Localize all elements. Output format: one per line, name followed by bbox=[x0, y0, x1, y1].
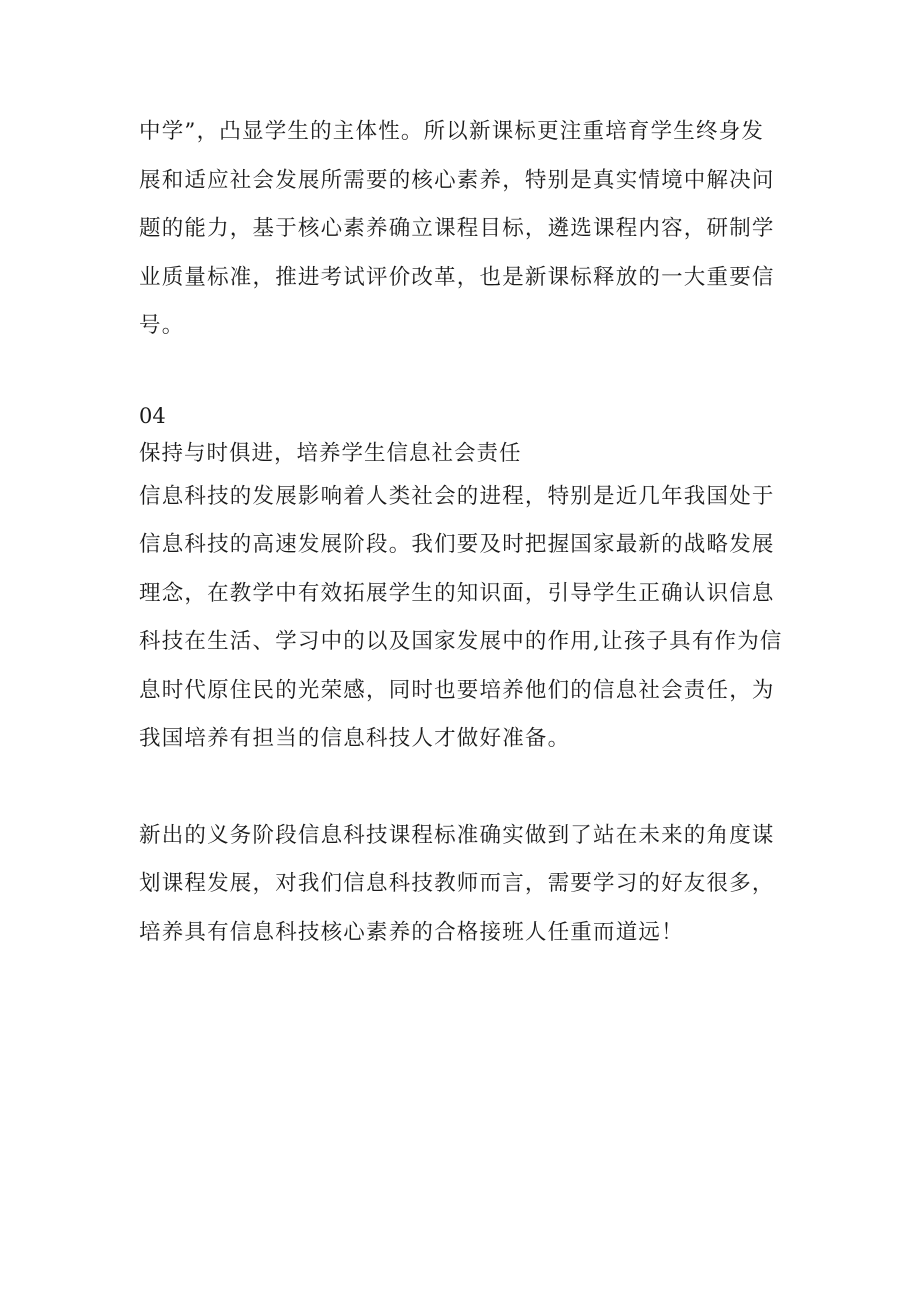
spacer bbox=[139, 764, 799, 812]
text-line: 我国培养有担当的信息科技人才做好准备。 bbox=[139, 726, 571, 751]
text-line: 培养具有信息科技核心素养的合格接班人任重而道远！ bbox=[139, 919, 684, 945]
text-line: 业质量标准，推进考试评价改革，也是新课标释放的一大重要信 bbox=[139, 264, 775, 290]
text-line: 新出的义务阶段信息科技课程标准确实做到了站在未来的角度谋 bbox=[139, 822, 775, 848]
text-line: 科技在生活、学习中的以及国家发展中的作用,让孩子具有作为信 bbox=[139, 629, 783, 654]
document-page bbox=[139, 108, 799, 957]
text-line: 信息科技的高速发展阶段。我们要及时把握国家最新的战略发展 bbox=[139, 532, 775, 557]
section-title: 保持与时俱进，培养学生信息社会责任 bbox=[139, 440, 522, 466]
text-line: 信息科技的发展影响着人类社会的进程，特别是近几年我国处于 bbox=[139, 483, 775, 509]
paragraph-conclusion bbox=[139, 812, 799, 958]
text-line: 号。 bbox=[139, 313, 185, 338]
text-line: 息时代原住民的光荣感，同时也要培养他们的信息社会责任，为 bbox=[139, 677, 775, 703]
text-line: 题的能力，基于核心素养确立课程目标，遴选课程内容，研制学 bbox=[139, 216, 775, 241]
spacer bbox=[139, 351, 799, 401]
paragraph-core-literacy bbox=[139, 108, 799, 351]
section-number: 04 bbox=[139, 403, 166, 428]
text-line: 展和适应社会发展所需要的核心素养，特别是真实情境中解决问 bbox=[139, 167, 775, 193]
text-line: 理念，在教学中有效拓展学生的知识面，引导学生正确认识信息 bbox=[139, 580, 775, 606]
text-line: 中学”，凸显学生的主体性。所以新课标更注重培育学生终身发 bbox=[139, 119, 765, 144]
paragraph-social-responsibility bbox=[139, 473, 799, 764]
text-line: 划课程发展，对我们信息科技教师而言，需要学习的好友很多， bbox=[139, 871, 775, 896]
